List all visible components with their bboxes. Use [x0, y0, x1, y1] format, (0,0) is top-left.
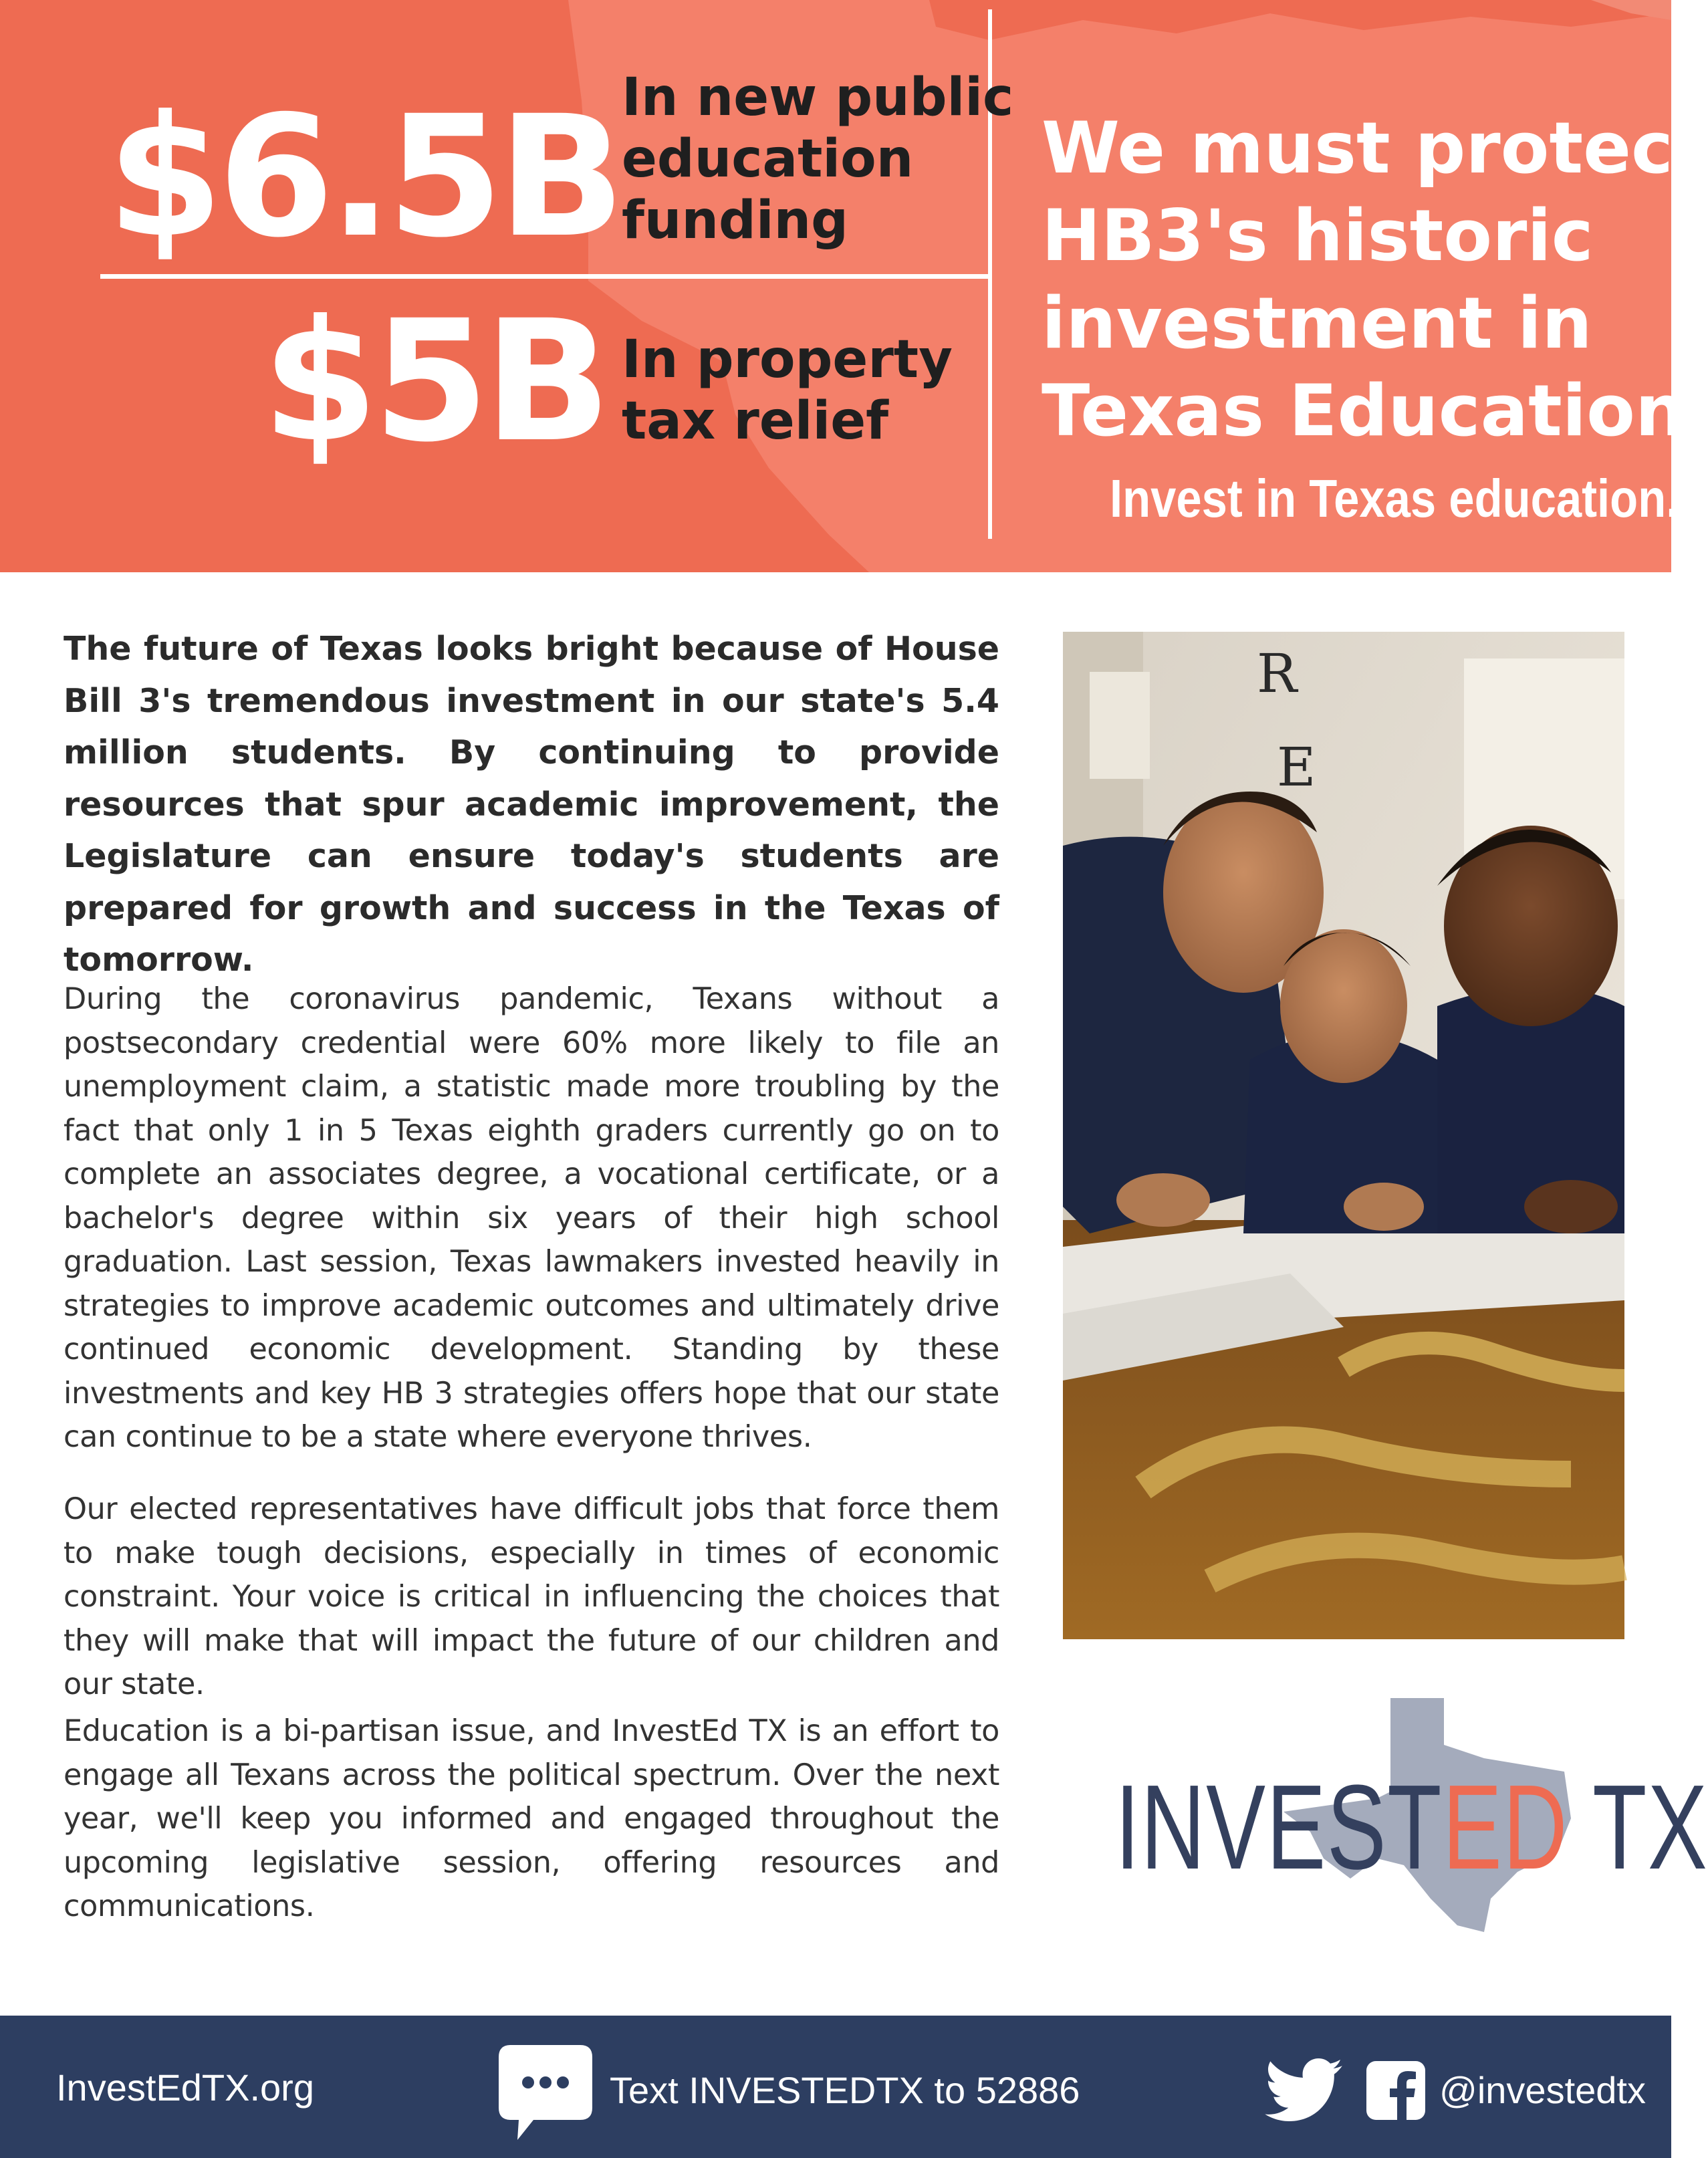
chat-bubble-icon — [499, 2045, 592, 2140]
website-link[interactable]: InvestEdTX.org — [56, 2066, 314, 2109]
svg-text:R: R — [1257, 642, 1298, 705]
stat-tax-relief-value: $5B — [262, 284, 606, 479]
students-classroom-photo — [1063, 632, 1624, 1639]
body-paragraph-3: Education is a bi-partisan issue, and InvestEd TX is an effort to engage all Texans across the political spectrum. Over the next year, we'll keep you informed and engaged throughout the upcoming legislative session, offering resources and communications. — [64, 1714, 999, 1923]
tagline: Invest in Texas education. — [1110, 469, 1679, 528]
social-handle[interactable]: @investedtx — [1439, 2069, 1646, 2111]
svg-text:E: E — [1277, 736, 1316, 798]
header-banner — [0, 0, 1707, 572]
twitter-icon[interactable] — [1265, 2058, 1342, 2121]
body-paragraph-1: During the coronavirus pandemic, Texans without a postsecondary credential were 60% more likely to file an unemployment claim, a statistic made more troubling by the fact that only 1 in 5 Texas eighth graders currently go on to complete an associates degree, a vocational certificate, or a bachelor's degree within six years of their high school graduation. Last session, Texas lawmakers invested heavily in strategies to improve academic outcomes and ultimately drive continued economic development. Standing by these investments and key HB 3 strategies offers hope that our state can continue to be a state where everyone thrives. — [64, 982, 999, 1454]
logo-wordmark: INVESTED TX — [1115, 1760, 1708, 1895]
stat-tax-relief-label: In property tax relief — [622, 330, 953, 451]
lede-paragraph: The future of Texas looks bright because of House Bill 3's tremendous investment in our state's 5.4 million students. By continuing to provide resources that spur academic improvement, the Legislature can ensure today's students are prepared for growth and success in the Texas of tomorrow. — [64, 630, 999, 979]
footer-bar — [0, 2016, 1671, 2158]
invested-tx-logo — [1110, 1698, 1708, 1939]
body-paragraph-2: Our elected representatives have difficult jobs that force them to make tough decisions, especially in times of economic constraint. Your voice is critical in influencing the choices that they will make that will impact the future of our children and our state. — [64, 1492, 999, 1701]
headline: We must protect HB3's historic investment in Texas Education — [1042, 107, 1707, 452]
text-signup-cta[interactable]: Text INVESTEDTX to 52886 — [610, 2069, 1080, 2111]
stat-funding-value: $6.5B — [107, 80, 620, 274]
facebook-icon[interactable] — [1366, 2061, 1425, 2120]
header-horizontal-divider — [100, 274, 989, 279]
stat-funding-label: In new public education funding — [622, 68, 1014, 251]
photo-illustration — [1063, 632, 1624, 1639]
